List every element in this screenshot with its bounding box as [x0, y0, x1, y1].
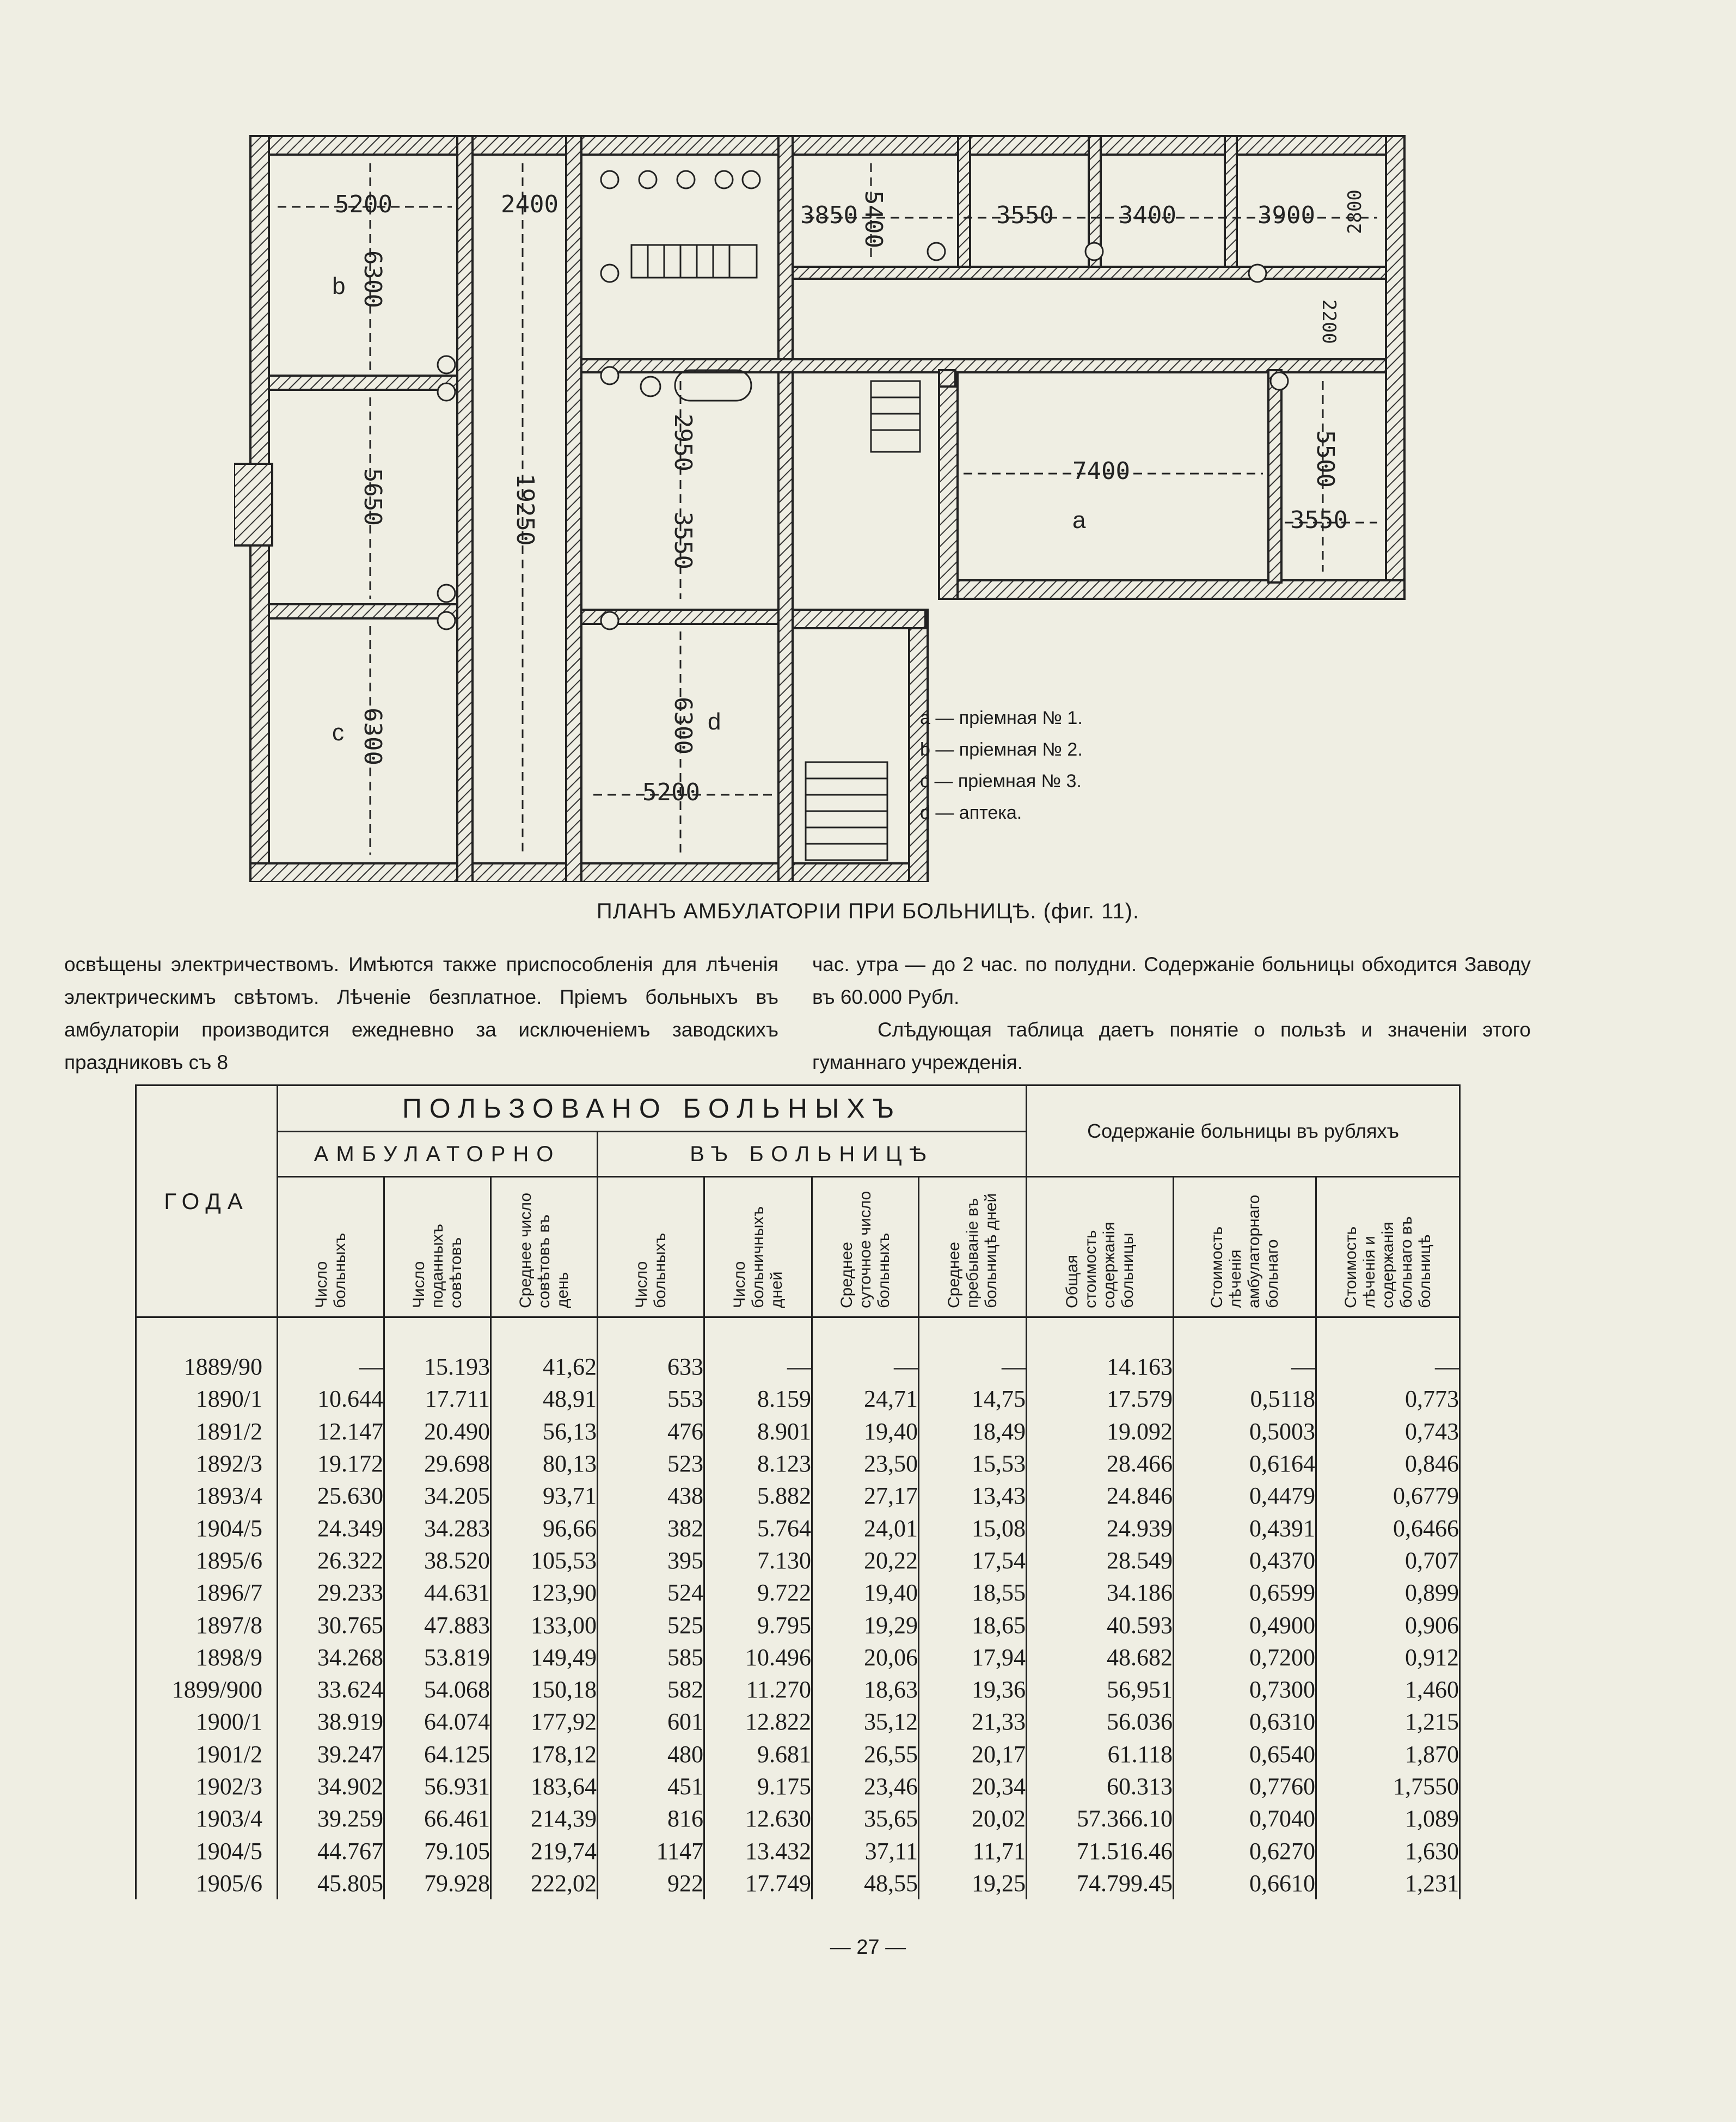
- table-cell: 0,6540: [1174, 1738, 1316, 1770]
- column-header: Число поданныхъ совѣтовъ: [384, 1177, 491, 1317]
- table-cell: 33.624: [278, 1673, 384, 1706]
- table-body: [136, 1317, 1460, 1900]
- hospital-header: ВЪ БОЛЬНИЦѢ: [598, 1132, 1027, 1177]
- table-cell: 105,53: [491, 1544, 598, 1577]
- table-cell: 34.186: [1027, 1577, 1174, 1609]
- plan-dim: 3400: [1119, 201, 1176, 229]
- table-cell: 149,49: [491, 1641, 598, 1673]
- table-cell: 0,906: [1316, 1609, 1460, 1641]
- paragraph: час. утра — до 2 час. по полудни. Содержаніе больницы обходится Заводу въ 60.000 Рубл.: [812, 953, 1531, 1008]
- table-cell: 19,36: [919, 1673, 1027, 1706]
- table-cell: 0,7300: [1174, 1673, 1316, 1706]
- table-cell: —: [812, 1351, 919, 1383]
- table-row: [136, 1448, 1460, 1480]
- table-row: [136, 1835, 1460, 1867]
- table-cell: 9.795: [704, 1609, 812, 1641]
- table-row: [136, 1802, 1460, 1835]
- table-cell: 23,50: [812, 1448, 919, 1480]
- table-cell: 27,17: [812, 1480, 919, 1512]
- table-cell: 56.036: [1027, 1706, 1174, 1738]
- table-cell: 17,94: [919, 1641, 1027, 1673]
- plan-dim-b-length: 6300: [359, 250, 387, 308]
- table-cell: 20,02: [919, 1802, 1027, 1835]
- plan-dim: 2950: [669, 414, 697, 471]
- table-cell: 7.130: [704, 1544, 812, 1577]
- year-cell: 1895/6: [136, 1544, 278, 1577]
- paragraph: освѣщены электричествомъ. Имѣются также приспособленія для лѣченія электрическимъ свѣтомъ. Лѣченіе безплатное. Пріемъ больныхъ въ амбулаторіи производится ежедневно за исключеніемъ заводскихъ праздниковъ съ 8: [64, 953, 778, 1074]
- table-cell: 15,53: [919, 1448, 1027, 1480]
- table-cell: 39.259: [278, 1802, 384, 1835]
- table-cell: 0,4391: [1174, 1512, 1316, 1544]
- plan-dim: 6300: [359, 708, 387, 765]
- table-cell: 816: [598, 1802, 704, 1835]
- table-cell: 1,215: [1316, 1706, 1460, 1738]
- year-cell: 1889/90: [136, 1351, 278, 1383]
- table-cell: 28.549: [1027, 1544, 1174, 1577]
- plan-dim-corridor-length: 19250: [511, 474, 539, 546]
- table-cell: 476: [598, 1415, 704, 1448]
- room-a-label: a: [1072, 507, 1086, 533]
- table-cell: 17.579: [1027, 1383, 1174, 1415]
- table-cell: —: [1174, 1351, 1316, 1383]
- year-cell: 1897/8: [136, 1609, 278, 1641]
- table-cell: 41,62: [491, 1351, 598, 1383]
- table-cell: 28.466: [1027, 1448, 1174, 1480]
- table-cell: 438: [598, 1480, 704, 1512]
- table-row: [136, 1383, 1460, 1415]
- table-cell: 56,951: [1027, 1673, 1174, 1706]
- year-cell: 1892/3: [136, 1448, 278, 1480]
- table-cell: 0,899: [1316, 1577, 1460, 1609]
- table-cell: 480: [598, 1738, 704, 1770]
- table-row: [136, 1544, 1460, 1577]
- table-cell: 64.074: [384, 1706, 491, 1738]
- table-cell: 20.490: [384, 1415, 491, 1448]
- year-cell: 1890/1: [136, 1383, 278, 1415]
- table-cell: 0,5003: [1174, 1415, 1316, 1448]
- table-cell: 34.902: [278, 1770, 384, 1802]
- spacer-row: [136, 1317, 1460, 1351]
- table-cell: 24,01: [812, 1512, 919, 1544]
- table-row: [136, 1770, 1460, 1802]
- year-cell: 1902/3: [136, 1770, 278, 1802]
- table-cell: 15,08: [919, 1512, 1027, 1544]
- table-cell: 1,7550: [1316, 1770, 1460, 1802]
- table-cell: 0,6270: [1174, 1835, 1316, 1867]
- table-cell: 12.630: [704, 1802, 812, 1835]
- table-cell: 79.105: [384, 1835, 491, 1867]
- table-cell: 0,6610: [1174, 1867, 1316, 1899]
- table-cell: 13,43: [919, 1480, 1027, 1512]
- table-cell: 1,089: [1316, 1802, 1460, 1835]
- table-cell: 40.593: [1027, 1609, 1174, 1641]
- plan-dim: 5400: [860, 191, 887, 248]
- table-cell: 0,7200: [1174, 1641, 1316, 1673]
- table-cell: 8.123: [704, 1448, 812, 1480]
- room-d-label: d: [708, 708, 721, 735]
- table-cell: 19.172: [278, 1448, 384, 1480]
- year-cell: 1904/5: [136, 1512, 278, 1544]
- table-cell: 39.247: [278, 1738, 384, 1770]
- table-row: [136, 1867, 1460, 1899]
- year-cell: 1893/4: [136, 1480, 278, 1512]
- table-cell: 553: [598, 1383, 704, 1415]
- outpatient-header: АМБУЛАТОРНО: [278, 1132, 598, 1177]
- table-cell: 524: [598, 1577, 704, 1609]
- table-row: [136, 1415, 1460, 1448]
- table-cell: 23,46: [812, 1770, 919, 1802]
- table-cell: 17.711: [384, 1383, 491, 1415]
- table-cell: 19,29: [812, 1609, 919, 1641]
- table-cell: 24,71: [812, 1383, 919, 1415]
- table-cell: 11,71: [919, 1835, 1027, 1867]
- table-cell: 1,630: [1316, 1835, 1460, 1867]
- year-cell: 1903/4: [136, 1802, 278, 1835]
- table-cell: 53.819: [384, 1641, 491, 1673]
- table-cell: 18,63: [812, 1673, 919, 1706]
- table-cell: 0,6466: [1316, 1512, 1460, 1544]
- body-text-left: [64, 948, 778, 1079]
- table-cell: 29.698: [384, 1448, 491, 1480]
- table-row: [136, 1706, 1460, 1738]
- table-cell: 34.283: [384, 1512, 491, 1544]
- table-cell: 8.901: [704, 1415, 812, 1448]
- table-cell: 18,55: [919, 1577, 1027, 1609]
- figure-caption: ПЛАНЪ АМБУЛАТОРІИ ПРИ БОЛЬНИЦѢ. (фиг. 11).: [596, 899, 1140, 923]
- table-cell: 1147: [598, 1835, 704, 1867]
- table-cell: 183,64: [491, 1770, 598, 1802]
- years-header: ГОДА: [136, 1085, 278, 1317]
- plan-dim: 3550: [996, 201, 1054, 229]
- floor-plan-drawing: [234, 131, 1421, 882]
- table-cell: 0,4370: [1174, 1544, 1316, 1577]
- table-cell: 20,17: [919, 1738, 1027, 1770]
- plan-dim-d-width: 5200: [642, 778, 700, 806]
- paragraph: Слѣдующая таблица даетъ понятіе о пользѣ и значеніи этого гуманнаго учрежденія.: [812, 1019, 1531, 1074]
- used-patients-header: ПОЛЬЗОВАНО БОЛЬНЫХЪ: [278, 1085, 1027, 1132]
- table-cell: 525: [598, 1609, 704, 1641]
- table-cell: 48,55: [812, 1867, 919, 1899]
- table-cell: 5.882: [704, 1480, 812, 1512]
- table-cell: 29.233: [278, 1577, 384, 1609]
- table-cell: 451: [598, 1770, 704, 1802]
- plan-dim: 3900: [1257, 201, 1315, 229]
- year-cell: 1900/1: [136, 1706, 278, 1738]
- table-cell: 26,55: [812, 1738, 919, 1770]
- table-row: [136, 1673, 1460, 1706]
- table-cell: 0,7040: [1174, 1802, 1316, 1835]
- table-cell: 30.765: [278, 1609, 384, 1641]
- table-cell: 61.118: [1027, 1738, 1174, 1770]
- legend-item: b — пріемная № 2.: [920, 739, 1083, 760]
- table-cell: 48.682: [1027, 1641, 1174, 1673]
- table-cell: 54.068: [384, 1673, 491, 1706]
- table-cell: 24.939: [1027, 1512, 1174, 1544]
- table-cell: 585: [598, 1641, 704, 1673]
- table-cell: 38.520: [384, 1544, 491, 1577]
- table-cell: —: [919, 1351, 1027, 1383]
- room-c-label: c: [332, 719, 344, 746]
- table-cell: 0,912: [1316, 1641, 1460, 1673]
- table-cell: 37,11: [812, 1835, 919, 1867]
- table-cell: 56,13: [491, 1415, 598, 1448]
- plan-dim: 3550: [669, 512, 697, 569]
- column-header: Среднее пребываніе въ больницѣ дней: [919, 1177, 1027, 1317]
- table-cell: 48,91: [491, 1383, 598, 1415]
- table-cell: 20,34: [919, 1770, 1027, 1802]
- table-cell: 56.931: [384, 1770, 491, 1802]
- plan-dim: 5650: [359, 468, 387, 526]
- legend-item: c — пріемная № 3.: [920, 771, 1082, 792]
- statistics-table: [135, 1084, 1461, 1899]
- table-cell: 18,65: [919, 1609, 1027, 1641]
- table-row: [136, 1480, 1460, 1512]
- table-cell: 0,7760: [1174, 1770, 1316, 1802]
- table-cell: 96,66: [491, 1512, 598, 1544]
- cost-header: Содержаніе больницы въ рубляхъ: [1027, 1085, 1460, 1177]
- table-cell: 47.883: [384, 1609, 491, 1641]
- table-cell: 382: [598, 1512, 704, 1544]
- table-cell: 19,40: [812, 1415, 919, 1448]
- table-cell: 0,6779: [1316, 1480, 1460, 1512]
- table-cell: 0,707: [1316, 1544, 1460, 1577]
- table-cell: 25.630: [278, 1480, 384, 1512]
- table-cell: 19,25: [919, 1867, 1027, 1899]
- table-cell: 0,743: [1316, 1415, 1460, 1448]
- table-cell: 1,231: [1316, 1867, 1460, 1899]
- table-cell: 44.631: [384, 1577, 491, 1609]
- table-cell: 1,870: [1316, 1738, 1460, 1770]
- plan-dim: 5500: [1311, 430, 1339, 488]
- table-cell: 222,02: [491, 1867, 598, 1899]
- table-cell: 9.681: [704, 1738, 812, 1770]
- floor-plan: [234, 131, 1421, 882]
- table-cell: 8.159: [704, 1383, 812, 1415]
- table-cell: 395: [598, 1544, 704, 1577]
- table-cell: 24.349: [278, 1512, 384, 1544]
- table-cell: 214,39: [491, 1802, 598, 1835]
- column-header: Среднее суточное число больныхъ: [812, 1177, 919, 1317]
- table-cell: 10.644: [278, 1383, 384, 1415]
- table-cell: 523: [598, 1448, 704, 1480]
- table-cell: 0,773: [1316, 1383, 1460, 1415]
- table-cell: —: [704, 1351, 812, 1383]
- table-cell: 19,40: [812, 1577, 919, 1609]
- table-cell: 9.175: [704, 1770, 812, 1802]
- table-cell: 21,33: [919, 1706, 1027, 1738]
- table-cell: 219,74: [491, 1835, 598, 1867]
- plan-dim: 2200: [1318, 299, 1340, 344]
- table-cell: —: [1316, 1351, 1460, 1383]
- table-cell: 38.919: [278, 1706, 384, 1738]
- table-cell: 74.799.45: [1027, 1867, 1174, 1899]
- table-cell: 35,65: [812, 1802, 919, 1835]
- table-cell: 34.268: [278, 1641, 384, 1673]
- plan-dim-b-width: 5200: [335, 191, 392, 218]
- table-cell: 80,13: [491, 1448, 598, 1480]
- table-cell: 71.516.46: [1027, 1835, 1174, 1867]
- table-cell: 57.366.10: [1027, 1802, 1174, 1835]
- table-row: [136, 1609, 1460, 1641]
- column-header: Число больныхъ: [278, 1177, 384, 1317]
- table-cell: 0,5118: [1174, 1383, 1316, 1415]
- table-cell: 14,75: [919, 1383, 1027, 1415]
- table-cell: 44.767: [278, 1835, 384, 1867]
- table-cell: 93,71: [491, 1480, 598, 1512]
- column-header: Число больныхъ: [598, 1177, 704, 1317]
- table-cell: 45.805: [278, 1867, 384, 1899]
- table-cell: 601: [598, 1706, 704, 1738]
- table-cell: 17,54: [919, 1544, 1027, 1577]
- table-cell: 18,49: [919, 1415, 1027, 1448]
- year-cell: 1899/900: [136, 1673, 278, 1706]
- table-cell: 34.205: [384, 1480, 491, 1512]
- room-b-label: b: [332, 273, 346, 299]
- table-cell: 11.270: [704, 1673, 812, 1706]
- table-cell: —: [278, 1351, 384, 1383]
- table-row: [136, 1577, 1460, 1609]
- table-cell: 633: [598, 1351, 704, 1383]
- table-row: [136, 1738, 1460, 1770]
- plan-dim: 6300: [669, 697, 697, 755]
- column-header: Общая стоимость содержанія больницы: [1027, 1177, 1174, 1317]
- table-cell: 0,6599: [1174, 1577, 1316, 1609]
- table-cell: 0,6310: [1174, 1706, 1316, 1738]
- plan-dim: 3550: [1290, 506, 1348, 534]
- column-header: Среднее число совѣтовъ въ день: [491, 1177, 598, 1317]
- table-cell: 922: [598, 1867, 704, 1899]
- table-cell: 0,4900: [1174, 1609, 1316, 1641]
- table-cell: 12.822: [704, 1706, 812, 1738]
- legend-item: a — пріемная № 1.: [920, 708, 1083, 728]
- table-cell: 35,12: [812, 1706, 919, 1738]
- table-cell: 13.432: [704, 1835, 812, 1867]
- table-cell: 12.147: [278, 1415, 384, 1448]
- table-cell: 177,92: [491, 1706, 598, 1738]
- table-cell: 178,12: [491, 1738, 598, 1770]
- table-cell: 9.722: [704, 1577, 812, 1609]
- table-cell: 582: [598, 1673, 704, 1706]
- table-cell: 17.749: [704, 1867, 812, 1899]
- table-row: [136, 1641, 1460, 1673]
- table-cell: 20,22: [812, 1544, 919, 1577]
- plan-dim: 2800: [1344, 189, 1366, 234]
- body-text-right: [812, 948, 1531, 1079]
- page-number: — 27 —: [830, 1936, 906, 1959]
- year-cell: 1904/5: [136, 1835, 278, 1867]
- plan-dim-a-width: 7400: [1072, 457, 1130, 485]
- table-cell: 26.322: [278, 1544, 384, 1577]
- plan-dim: 3850: [800, 201, 858, 229]
- table-cell: 20,06: [812, 1641, 919, 1673]
- plan-dim-corridor-width: 2400: [501, 191, 559, 218]
- year-cell: 1901/2: [136, 1738, 278, 1770]
- plan-legend: [920, 702, 1083, 829]
- year-cell: 1905/6: [136, 1867, 278, 1899]
- table-cell: 0,6164: [1174, 1448, 1316, 1480]
- table-cell: 79.928: [384, 1867, 491, 1899]
- legend-item: d — аптека.: [920, 802, 1022, 823]
- table-cell: 123,90: [491, 1577, 598, 1609]
- table-row: [136, 1512, 1460, 1544]
- column-header: Стоимость лѣченія амбулаторнаго больнаго: [1174, 1177, 1316, 1317]
- year-cell: 1891/2: [136, 1415, 278, 1448]
- table-cell: 60.313: [1027, 1770, 1174, 1802]
- table-row: [136, 1351, 1460, 1383]
- year-cell: 1898/9: [136, 1641, 278, 1673]
- table-cell: 24.846: [1027, 1480, 1174, 1512]
- table-cell: 10.496: [704, 1641, 812, 1673]
- table-cell: 64.125: [384, 1738, 491, 1770]
- table-cell: 133,00: [491, 1609, 598, 1641]
- table-cell: 14.163: [1027, 1351, 1174, 1383]
- table-cell: 0,4479: [1174, 1480, 1316, 1512]
- table-cell: 5.764: [704, 1512, 812, 1544]
- column-header: Стоимость лѣченія и содержанія больнаго въ больницѣ: [1316, 1177, 1460, 1317]
- table-cell: 19.092: [1027, 1415, 1174, 1448]
- table-cell: 1,460: [1316, 1673, 1460, 1706]
- table-cell: 66.461: [384, 1802, 491, 1835]
- column-header: Число больничныхъ дней: [704, 1177, 812, 1317]
- table-cell: 15.193: [384, 1351, 491, 1383]
- year-cell: 1896/7: [136, 1577, 278, 1609]
- table-cell: 0,846: [1316, 1448, 1460, 1480]
- table-cell: 150,18: [491, 1673, 598, 1706]
